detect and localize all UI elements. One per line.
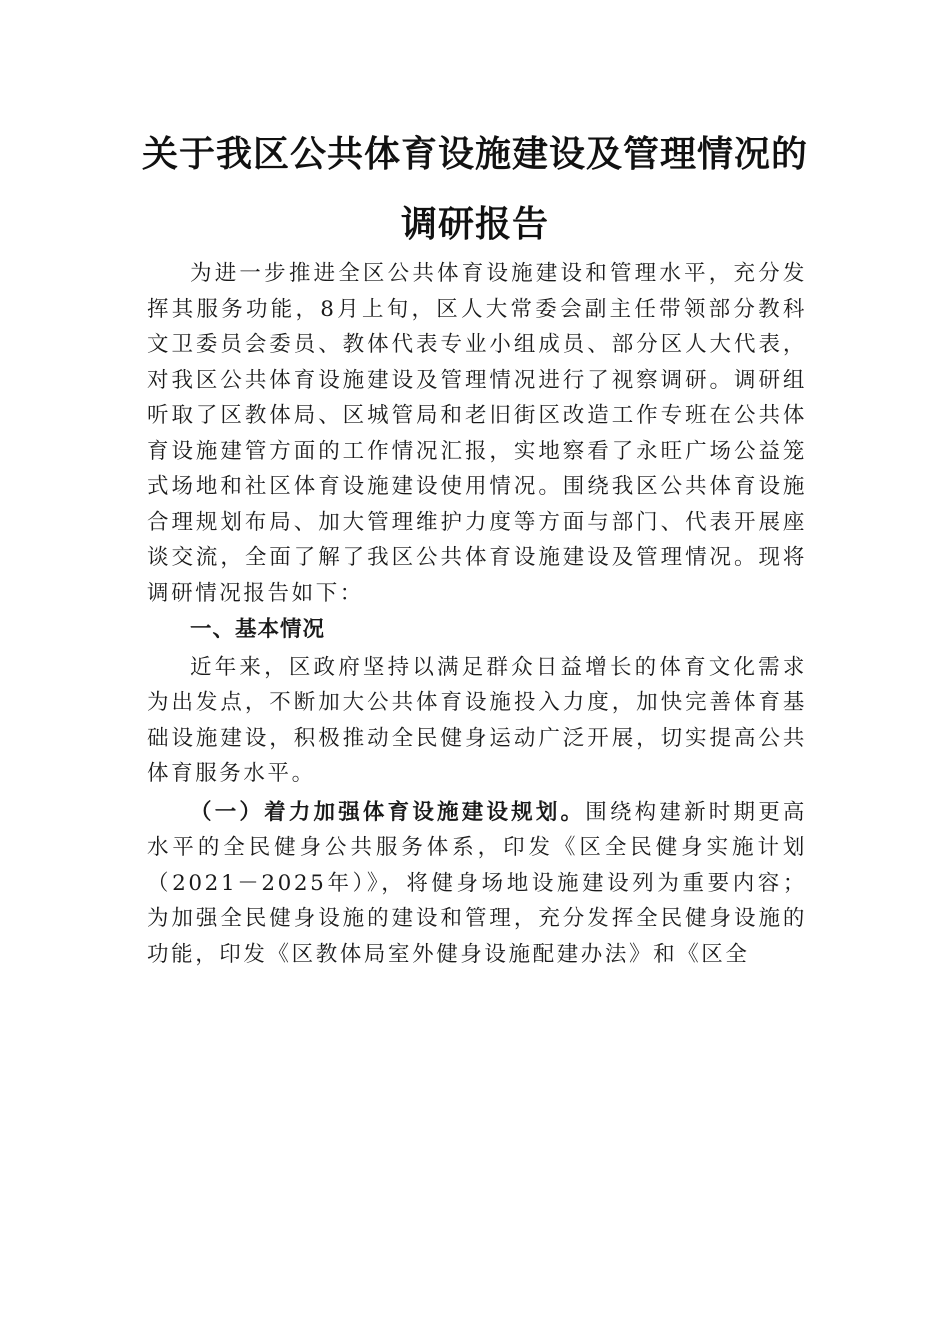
subsection-1-text: 围绕构建新时期更高水平的全民健身公共服务体系，印发《区全民健身实施计划（2021－2025年）》，将健身场地设施建设列为重要内容；为加强全民健身设施的建设和管理，充分发挥全民健身设施的功能，印发《区教体局室外健身设施配建办法》和《区全 xyxy=(147,799,807,967)
document-body xyxy=(147,256,807,972)
section-heading-basic-situation: 一、基本情况 xyxy=(190,617,326,642)
subsection-1-lead: （一）着力加强体育设施建设规划。 xyxy=(190,799,586,825)
document-title-line-1: 关于我区公共体育设施建设及管理情况的 xyxy=(141,134,808,175)
basic-situation-paragraph: 近年来，区政府坚持以满足群众日益增长的体育文化需求为出发点，不断加大公共体育设施投入力度，加快完善体育基础设施建设，积极推动全民健身运动广泛开展，切实提高公共体育服务水平。 xyxy=(147,654,807,786)
document-title-line-2: 调研报告 xyxy=(400,204,549,245)
intro-paragraph: 为进一步推进全区公共体育设施建设和管理水平，充分发挥其服务功能，8月上旬，区人大常委会副主任带领部分教科文卫委员会委员、教体代表专业小组成员、部分区人大代表，对我区公共体育设施建设及管理情况进行了视察调研。调研组听取了区教体局、区城管局和老旧街区改造工作专班在公共体育设施建管方面的工作情况汇报，实地察看了永旺广场公益笼式场地和社区体育设施建设使用情况。围绕我区公共体育设施合理规划布局、加大管理维护力度等方面与部门、代表开展座谈交流，全面了解了我区公共体育设施建设及管理情况。现将调研情况报告如下： xyxy=(147,261,807,606)
subsection-1-paragraph xyxy=(147,795,807,973)
